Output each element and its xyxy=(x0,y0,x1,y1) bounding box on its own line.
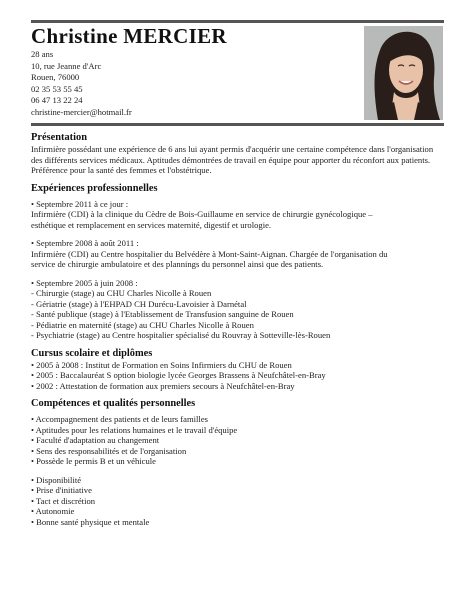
experience-line: - Chirurgie (stage) au CHU Charles Nicolle à Rouen xyxy=(31,288,212,298)
experience-line: • Septembre 2005 à juin 2008 : xyxy=(31,277,138,288)
contact-phone: 02 35 53 55 45 xyxy=(31,83,83,94)
portrait-illustration xyxy=(364,26,443,120)
contact-city: Rouen, 76000 xyxy=(31,72,80,82)
experience-line: Infirmière (CDI) au Centre hospitalier du Belvédère à Mont-Saint-Aignan. Chargée de l'organisation du xyxy=(31,248,388,259)
education-line: • 2005 à 2008 : Institut de Formation en Soins Infirmiers du CHU de Rouen xyxy=(31,359,292,370)
contact-email[interactable]: christine-mercier@hotmail.fr xyxy=(31,106,132,117)
bottom-rule xyxy=(31,123,444,126)
experience-line: service de chirurgie ambulatoire et des plannings du personnel ainsi que des patients. xyxy=(31,259,324,269)
presentation-text: Infirmière possédant une expérience de 6 ans lui ayant permis d'acquérir une certaine compétence dans l'organisation des différents services médicaux. Aptitudes démontrées de travail en équipe pour apporter du réconfort aux patients. Préférence pour la santé des femmes et l'obstétrique. xyxy=(31,144,434,175)
skills-heading: Compétences et qualités personnelles xyxy=(31,398,196,409)
contact-mobile: 06 47 13 22 24 xyxy=(31,95,83,105)
education-line: • 2002 : Attestation de formation aux premiers secours à Neufchâtel-en-Bray xyxy=(31,380,295,391)
experience-entry xyxy=(31,238,446,270)
experience-line: esthétique et remplacement en services maternité, digestif et urologie. xyxy=(31,219,272,230)
experience-line: - Psychiatrie (stage) au Centre hospitalier spécialisé du Rouvray à Sotteville-lès-Rouen xyxy=(31,330,331,340)
contact-street: 10, rue Jeanne d'Arc xyxy=(31,60,102,71)
experience-line: • Septembre 2008 à août 2011 : xyxy=(31,238,139,248)
experience-entry xyxy=(31,278,446,341)
experience-line: - Gériatrie (stage) à l'EHPAD CH Durécu-Lavoisier à Darnétal xyxy=(31,298,247,309)
experience-heading: Expériences professionnelles xyxy=(31,182,158,194)
quality-item: • Autonomie xyxy=(31,506,75,516)
cv-content xyxy=(31,131,446,527)
experience-line: Infirmière (CDI) à la clinique du Cèdre de Bois-Guillaume en service de chirurgie gynécologique – xyxy=(31,209,373,219)
presentation-heading: Présentation xyxy=(31,132,87,143)
skill-item: • Accompagnement des patients et de leurs familles xyxy=(31,414,208,424)
quality-item: • Tact et discrétion xyxy=(31,495,96,506)
portrait-photo xyxy=(364,26,443,120)
skill-item: • Sens des responsabilités et de l'organisation xyxy=(31,445,187,456)
skill-item: • Faculté d'adaptation au changement xyxy=(31,435,160,445)
experience-line: - Santé publique (stage) à l'Etablissement de Transfusion sanguine de Rouen xyxy=(31,309,294,319)
contact-block xyxy=(31,49,132,118)
contact-age: 28 ans xyxy=(31,49,54,59)
skill-item: • Possède le permis B et un véhicule xyxy=(31,456,156,466)
quality-item: • Disponibilité xyxy=(31,474,82,485)
candidate-name: Christine MERCIER xyxy=(31,24,227,48)
top-rule xyxy=(31,20,444,23)
experience-line: • Septembre 2011 à ce jour : xyxy=(31,198,129,209)
experience-entry xyxy=(31,199,446,231)
quality-item: • Prise d'initiative xyxy=(31,485,92,495)
quality-item: • Bonne santé physique et mentale xyxy=(31,516,150,527)
experience-line: - Pédiatrie en maternité (stage) au CHU Charles Nicolle à Rouen xyxy=(31,319,254,330)
education-heading: Cursus scolaire et diplômes xyxy=(31,347,153,359)
skill-item: • Aptitudes pour les relations humaines et le travail d'équipe xyxy=(31,424,238,435)
education-line: • 2005 : Baccalauréat S option biologie lycée Georges Brassens à Neufchâtel-en-Bray xyxy=(31,370,326,380)
